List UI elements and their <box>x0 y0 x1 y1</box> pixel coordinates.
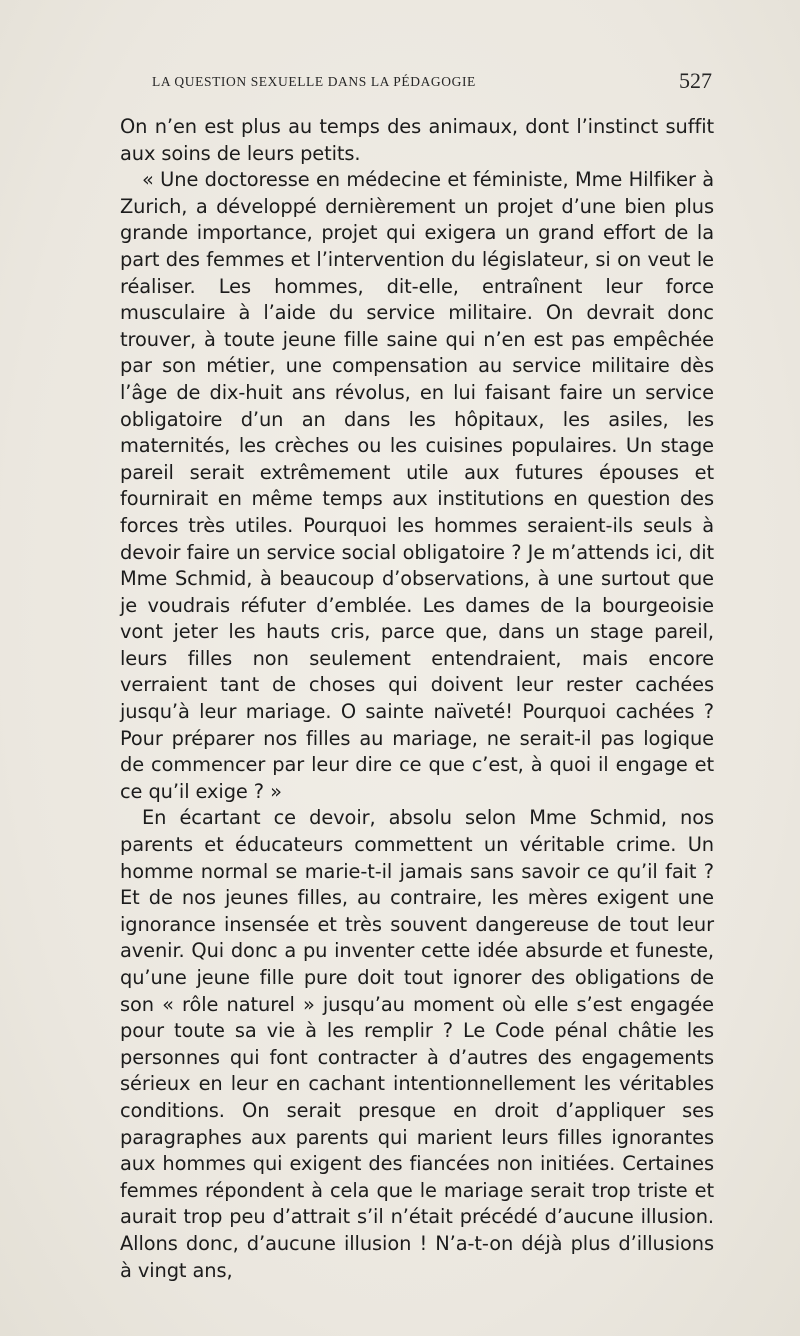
page-header <box>120 68 712 98</box>
page-number: 527 <box>679 68 712 93</box>
body-text <box>120 114 714 1284</box>
paragraph-1: On n’en est plus au temps des animaux, dont l’instinct suffit aux soins de leurs petits. <box>120 115 714 165</box>
paragraph-2: « Une doctoresse en médecine et féministe, Mme Hilfiker à Zurich, a développé dernièrement un projet d’une bien plus grande importance, projet qui exigera un grand effort de la part des femmes et l’intervention du législateur, si on veut le réaliser. Les hommes, dit-elle, entraînent leur force musculaire à l’aide du service militaire. On devrait donc trouver, à toute jeune fille saine qui n’en est pas empêchée par son métier, une compensation au service militaire dès l’âge de dix-huit ans révolus, en lui faisant faire un service obligatoire d’un an dans les hôpitaux, les asiles, les maternités, les crèches ou les cuisines populaires. Un stage pareil serait extrêmement utile aux futures épouses et fournirait en même temps aux institutions en question des forces très utiles. Pourquoi les hommes seraient-ils seuls à devoir faire un service social obligatoire ? Je m’attends ici, dit Mme Schmid, à beaucoup d’observations, à une surtout que je voudrais réfuter d’emblée. Les dames de la bourgeoisie vont jeter les hauts cris, parce que, dans un stage pareil, leurs filles non seulement entendraient, mais encore verraient tant de choses qui doivent leur rester cachées jusqu’à leur mariage. O sainte naïveté! Pourquoi cachées ? Pour préparer nos filles au mariage, ne serait-il pas logique de commencer par leur dire ce que c’est, à quoi il engage et ce qu’il exige ? » <box>120 168 714 803</box>
paragraph-3: En écartant ce devoir, absolu selon Mme Schmid, nos parents et éducateurs commettent un véritable crime. Un homme normal se marie-t-il jamais sans savoir ce qu’il fait ? Et de nos jeunes filles, au contraire, les mères exigent une ignorance insensée et très souvent dangereuse de tout leur avenir. Qui donc a pu inventer cette idée absurde et funeste, qu’une jeune fille pure doit tout ignorer des obligations de son « rôle naturel » jusqu’au moment où elle s’est engagée pour toute sa vie à les remplir ? Le Code pénal châtie les personnes qui font contracter à d’autres des engagements sérieux en leur en cachant intentionnellement les véritables conditions. On serait presque en droit d’appliquer ses paragraphes aux parents qui marient leurs filles ignorantes aux hommes qui exigent des fiancées non initiées. Certaines femmes répondent à cela que le mariage serait trop triste et aurait trop peu d’attrait s’il n’était précédé d’aucune illusion. Allons donc, d’aucune illusion ! N’a-t-on déjà plus d’illusions à vingt ans, <box>120 806 714 1282</box>
running-title: LA QUESTION SEXUELLE DANS LA PÉDAGOGIE <box>152 74 476 89</box>
